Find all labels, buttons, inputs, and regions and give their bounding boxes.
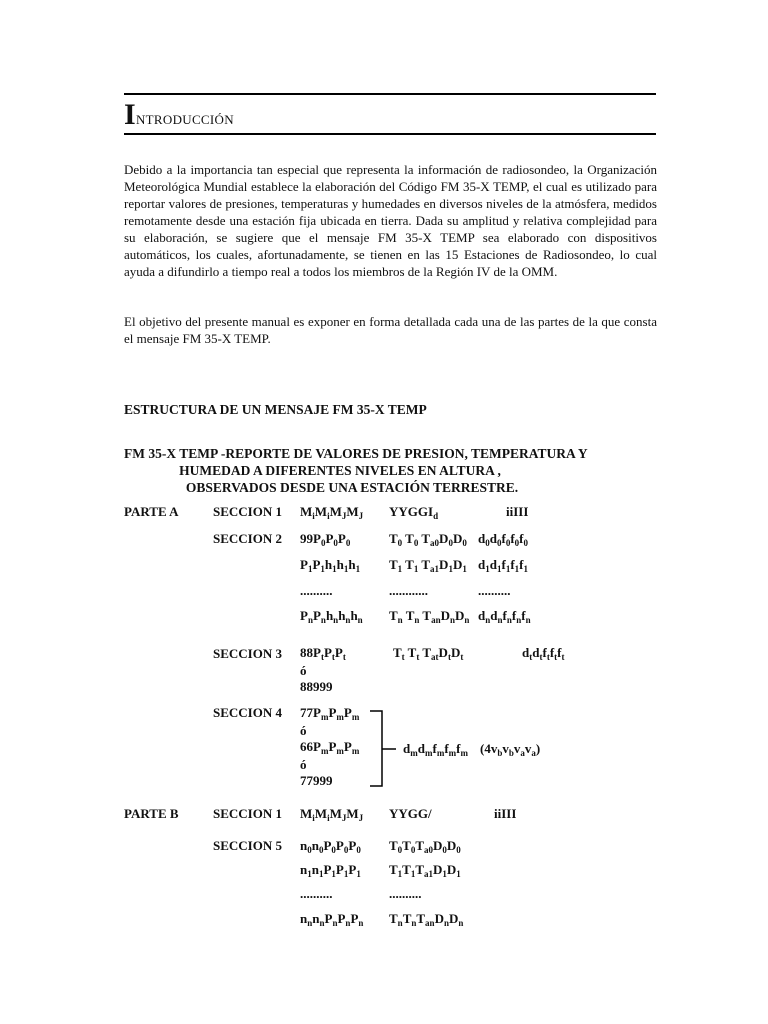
- code-4vbva: $(4v_bv_bv_av_a)$: [480, 741, 541, 758]
- page-title: [124, 98, 234, 132]
- code-yygg-slash: YYGG/: [389, 806, 432, 821]
- title-rest: NTRODUCCIÓN: [135, 112, 234, 127]
- seccion-2-label: SECCION 2: [213, 531, 282, 546]
- code-yyggid: $YYGGI_d$: [389, 504, 439, 521]
- dots-e: ..........: [389, 886, 422, 901]
- code-o-1: ó: [300, 663, 307, 678]
- code-tt: $T_t$ $T_t$ $T_{at}D_tD_t$: [393, 645, 464, 662]
- code-66pm: $66P_mP_mP_m$: [300, 739, 360, 756]
- code-t1-b: $T_1T_1T_{a1}D_1D_1$: [389, 862, 461, 879]
- code-t0: $T_0$ $T_0$ $T_{a0}D_0D_0$: [389, 531, 467, 548]
- code-miMiMjMj: $M_iM_iM_JM_J$: [300, 504, 364, 521]
- dots-c: ..........: [478, 583, 511, 598]
- code-77999: 77999: [300, 773, 333, 788]
- code-77pm: $77P_mP_mP_m$: [300, 705, 360, 722]
- seccion-5-label: SECCION 5: [213, 838, 282, 853]
- code-n0p0: $n_0n_0P_0P_0P_0$: [300, 838, 361, 855]
- code-d1f1: $d_1d_1f_1f_1f_1$: [478, 557, 528, 574]
- code-t0-b: $T_0T_0T_{a0}D_0D_0$: [389, 838, 461, 855]
- code-pnhn: $P_nP_nh_nh_nh_n$: [300, 608, 363, 625]
- seccion-3-label: SECCION 3: [213, 646, 282, 661]
- code-t1: $T_1$ $T_1$ $T_{a1}D_1D_1$: [389, 557, 467, 574]
- intro-paragraph-1: Debido a la importancia tan especial que representa la información de radiosondeo, la Organización Meteorológica Mundial establece la elaboración del Código FM 35-X TEMP, el cual es utilizado para reportar valores de presiones, temperaturas y humedades en diversos niveles de la atmósfera, medidos remotamente desde una estación fija ubicada en tierra. Dada su amplitud y relativa complejidad para su elaboración, se sugiere que el mensaje FM 35-X TEMP sea elaborado con dispositivos automáticos, los cuales, afortunadamente, se tienen en las 15 Estaciones de Radiosondeo, lo cual ayuda a difundirlo a tiempo real a todos los miembros de la Región IV de la OMM.: [124, 162, 657, 279]
- code-d0f0: $d_0d_0f_0f_0f_0$: [478, 531, 528, 548]
- code-tn: $T_n$ $T_n$ $T_{an}D_nD_n$: [389, 608, 470, 625]
- code-nnpn: $n_nn_nP_nP_nP_n$: [300, 911, 364, 928]
- code-88999: 88999: [300, 679, 333, 694]
- section-4-bracket: [370, 710, 404, 790]
- report-title-line3: OBSERVADOS DESDE UNA ESTACIÓN TERRESTRE.: [185, 480, 519, 495]
- code-99p0: $99P_0P_0P_0$: [300, 531, 351, 548]
- code-88pt: $88P_tP_tP_t$: [300, 645, 346, 662]
- parte-a-label: PARTE A: [124, 504, 179, 519]
- intro-paragraph-2: El objetivo del presente manual es exponer en forma detallada cada una de las partes de la que consta el mensaje FM 35-X TEMP.: [124, 314, 657, 346]
- seccion-1b-label: SECCION 1: [213, 806, 282, 821]
- code-dtft: $d_td_tf_tf_tf_t$: [522, 645, 565, 662]
- structure-heading: ESTRUCTURA DE UN MENSAJE FM 35-X TEMP: [124, 402, 427, 417]
- code-tn-b: $T_nT_nT_{an}D_nD_n$: [389, 911, 464, 928]
- title-initial: I: [124, 98, 136, 131]
- seccion-1-label: SECCION 1: [213, 504, 282, 519]
- top-rule: [124, 93, 656, 95]
- code-n1p1: $n_1n_1P_1P_1P_1$: [300, 862, 361, 879]
- code-o-2: ó: [300, 723, 307, 738]
- code-dmfm: $d_md_mf_mf_mf_m$: [403, 741, 468, 758]
- dots-d: ..........: [300, 886, 333, 901]
- code-dnfn: $d_nd_nf_nf_nf_n$: [478, 608, 531, 625]
- report-title-line2: HUMEDAD A DIFERENTES NIVELES EN ALTURA ,: [179, 463, 501, 478]
- dots-b: ............: [389, 583, 428, 598]
- code-o-3: ó: [300, 757, 307, 772]
- parte-b-label: PARTE B: [124, 806, 179, 821]
- code-p1h1: $P_1P_1h_1h_1h_1$: [300, 557, 361, 574]
- bottom-rule: [124, 133, 656, 135]
- report-title-line1: FM 35-X TEMP -REPORTE DE VALORES DE PRESION, TEMPERATURA Y: [124, 446, 588, 461]
- dots-a: ..........: [300, 583, 333, 598]
- code-iiiii: iiIII: [506, 504, 529, 519]
- code-miMiMjMj-b: $M_iM_iM_JM_J$: [300, 806, 364, 823]
- seccion-4-label: SECCION 4: [213, 705, 282, 720]
- code-iiiii-b: iiIII: [494, 806, 517, 821]
